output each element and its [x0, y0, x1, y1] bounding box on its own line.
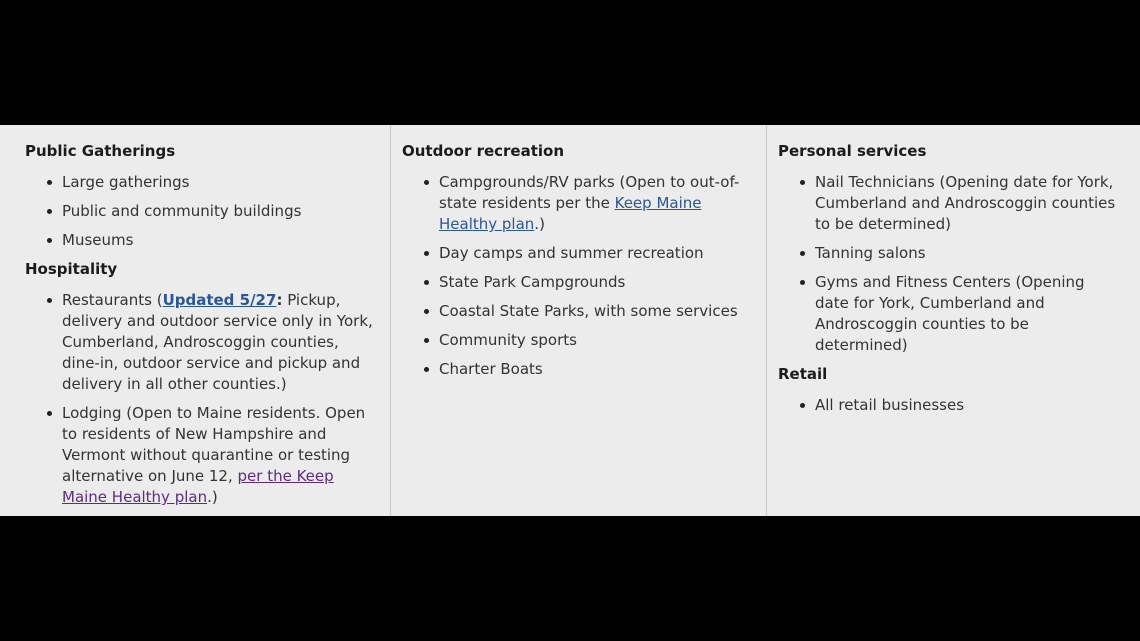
heading-personal-services: Personal services — [778, 142, 927, 160]
lodging-prefix: Lodging (Open to Maine residents. Open to residents of New Hampshire and Vermont without quarantine or testing alternative on June 12, — [62, 404, 366, 485]
list-item-campgrounds — [439, 172, 748, 235]
list-item: Public and community buildings — [62, 201, 376, 222]
column-personal-services-retail — [766, 125, 1140, 516]
list-item: Coastal State Parks, with some services — [439, 301, 748, 322]
heading-outdoor-recreation: Outdoor recreation — [402, 142, 565, 160]
updated-link[interactable]: Updated 5/27 — [162, 291, 277, 309]
lodging-suffix: .) — [207, 488, 218, 506]
list-personal-services — [778, 172, 1122, 356]
list-item: Gyms and Fitness Centers (Opening date for York, Cumberland and Androscoggin counties to be determined) — [815, 272, 1122, 356]
list-item-lodging — [62, 403, 376, 508]
restaurants-colon: : — [276, 291, 283, 309]
list-item: Charter Boats — [439, 359, 748, 380]
keep-maine-healthy-plan-link[interactable]: Keep Maine Healthy plan — [439, 194, 702, 233]
list-outdoor-recreation — [402, 172, 748, 380]
list-item: Community sports — [439, 330, 748, 351]
campgrounds-prefix: Campgrounds/RV parks (Open to out-of-state residents per the — [439, 173, 740, 212]
bottom-letterbox-bar — [0, 516, 1140, 641]
list-item-restaurants — [62, 290, 376, 395]
list-item: Large gatherings — [62, 172, 376, 193]
list-item: Nail Technicians (Opening date for York, Cumberland and Androscoggin counties to be determined) — [815, 172, 1122, 235]
campgrounds-suffix: .) — [534, 215, 545, 233]
keep-maine-healthy-link[interactable]: per the Keep Maine Healthy plan — [62, 467, 334, 506]
list-item: Day camps and summer recreation — [439, 243, 748, 264]
top-letterbox-bar — [0, 0, 1140, 125]
reopening-table-panel — [0, 125, 1140, 516]
list-item: All retail businesses — [815, 395, 1122, 416]
heading-retail: Retail — [778, 365, 828, 383]
list-hospitality — [25, 290, 376, 508]
column-outdoor-recreation — [390, 125, 766, 516]
list-item: Museums — [62, 230, 376, 251]
restaurants-prefix: Restaurants ( — [62, 291, 163, 309]
heading-hospitality: Hospitality — [25, 260, 118, 278]
list-item: State Park Campgrounds — [439, 272, 748, 293]
list-retail — [778, 395, 1122, 416]
heading-public-gatherings: Public Gatherings — [25, 142, 176, 160]
column-public-gatherings-hospitality — [0, 125, 390, 516]
restaurants-suffix: Pickup, delivery and outdoor service only in York, Cumberland, Androscoggin counties, dine-in, outdoor service and pickup and delivery in all other counties.) — [62, 291, 373, 393]
list-public-gatherings — [25, 172, 376, 251]
list-item: Tanning salons — [815, 243, 1122, 264]
